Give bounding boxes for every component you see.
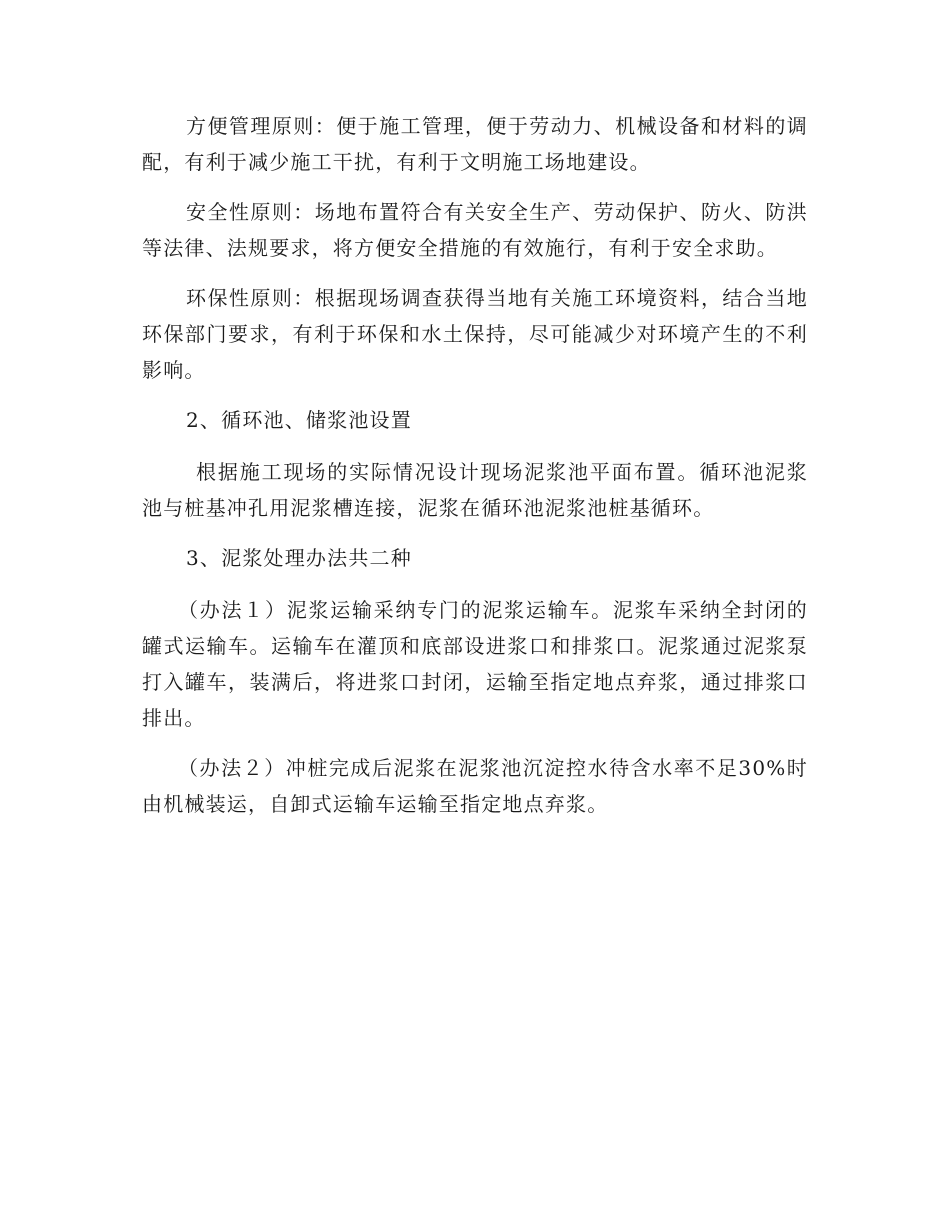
paragraph-environmental-principle: 环保性原则：根据现场调查获得当地有关施工环境资料，结合当地环保部门要求，有利于环保和水土保持，尽可能减少对环境产生的不利影响。 [142, 286, 808, 382]
section-heading-pools: 2、循环池、储浆池设置 [186, 408, 412, 432]
paragraph-method-1: （办法１）泥浆运输采纳专门的泥浆运输车。泥浆车采纳全封闭的罐式运输车。运输车在灌顶和底部设进浆口和排浆口。泥浆通过泥浆泵打入罐车，装满后，将进浆口封闭，运输至指定地点弃浆，通过排浆口排出。 [142, 598, 808, 730]
section-heading-mud-treatment: 3、泥浆处理办法共二种 [186, 546, 412, 570]
paragraph-safety-principle: 安全性原则：场地布置符合有关安全生产、劳动保护、防火、防洪等法律、法规要求，将方便安全措施的有效施行，有利于安全求助。 [142, 200, 808, 260]
document-body [142, 108, 808, 836]
paragraph-pool-layout: 根据施工现场的实际情况设计现场泥浆池平面布置。循环池泥浆池与桩基冲孔用泥浆槽连接，泥浆在循环池泥浆池桩基循环。 [142, 460, 808, 520]
paragraph-method-2: （办法２）冲桩完成后泥浆在泥浆池沉淀控水待含水率不足30%时由机械装运，自卸式运输车运输至指定地点弃浆。 [142, 756, 808, 816]
paragraph-management-principle: 方便管理原则：便于施工管理，便于劳动力、机械设备和材料的调配，有利于减少施工干扰，有利于文明施工场地建设。 [142, 114, 808, 174]
